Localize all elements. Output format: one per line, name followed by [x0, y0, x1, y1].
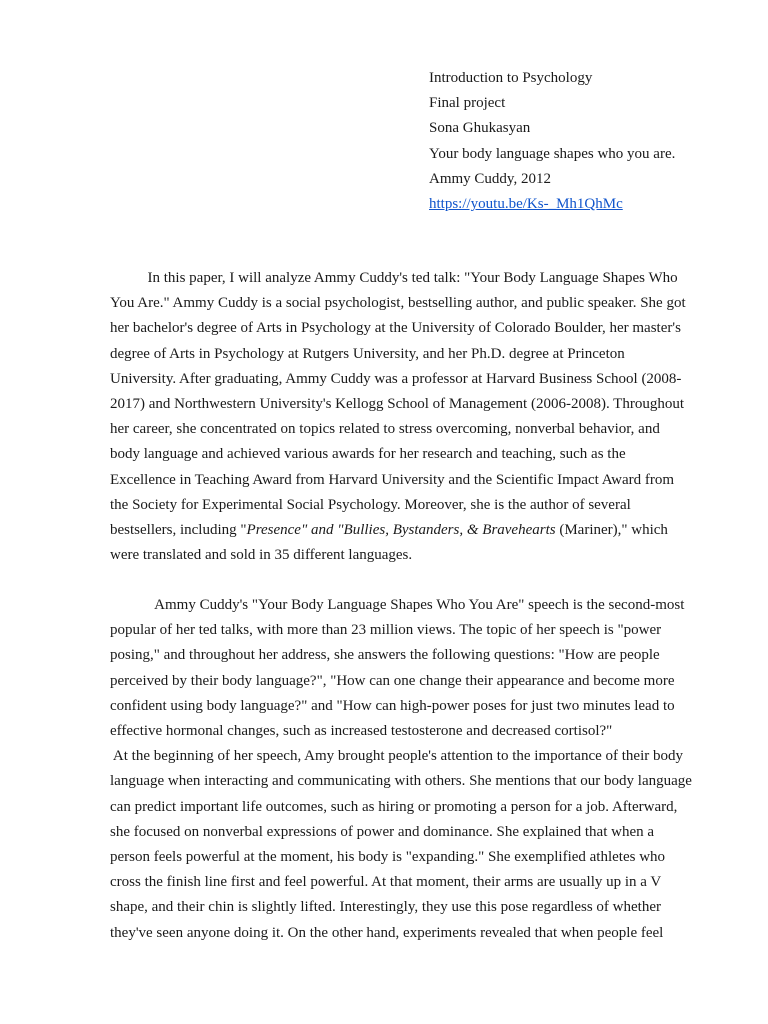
paragraph-1: [110, 266, 700, 568]
paragraph-line: Excellence in Teaching Award from Harvard University and the Scientific Impact Award from: [110, 471, 675, 488]
speaker-year: Ammy Cuddy, 2012: [429, 170, 551, 187]
paragraph-line: At the beginning of her speech, Amy brought people's attention to the importance of their body: [110, 748, 683, 765]
paragraph-line: degree of Arts in Psychology at Rutgers University, and her Ph.D. degree at Princeton: [110, 345, 625, 362]
paragraph-line: she focused on nonverbal expressions of power and dominance. She explained that when a: [110, 823, 655, 840]
paragraph-line: confident using body language?" and "How can high-power poses for just two minutes lead to: [110, 697, 675, 714]
course-name: Introduction to Psychology: [429, 70, 593, 86]
paragraph-line: can predict important life outcomes, such as hiring or promoting a person for a job. Afterward,: [110, 798, 678, 815]
paragraph-line: body language and achieved various awards for her research and teaching, such as the: [110, 446, 626, 463]
video-link[interactable]: https://youtu.be/Ks-_Mh1QhMc: [429, 196, 623, 213]
talk-title: Your body language shapes who you are.: [429, 145, 676, 162]
paragraph-line: In this paper, I will analyze Ammy Cuddy's ted talk: "Your Body Language Shapes Who: [110, 270, 678, 286]
paragraph-line: her career, she concentrated on topics related to stress overcoming, nonverbal behavior, and: [110, 421, 660, 438]
paragraph-line-mixed: [110, 518, 700, 543]
paragraph-line: were translated and sold in 35 different languages.: [110, 547, 413, 564]
paragraph-2: [110, 593, 700, 946]
document-header: [429, 66, 675, 217]
author-name: Sona Ghukasyan: [429, 120, 531, 137]
paragraph-line: You Are." Ammy Cuddy is a social psychologist, bestselling author, and public speaker. She got: [110, 295, 686, 312]
assignment-name: Final project: [429, 95, 506, 112]
paragraph-line: shape, and their chin is slightly lifted. Interestingly, they use this pose regardless of whether: [110, 899, 661, 916]
paragraph-line: they've seen anyone doing it. On the other hand, experiments revealed that when people feel: [110, 924, 664, 941]
italic-book-titles: Presence" and "Bullies, Bystanders, & Bravehearts: [246, 522, 556, 539]
paragraph-line: person feels powerful at the moment, his body is "expanding." She exemplified athletes who: [110, 849, 666, 866]
paragraph-line: language when interacting and communicating with others. She mentions that our body language: [110, 773, 692, 790]
paragraph-line: posing," and throughout her address, she answers the following questions: "How are people: [110, 647, 660, 664]
paragraph-line: University. After graduating, Ammy Cuddy was a professor at Harvard Business School (2008-: [110, 370, 682, 387]
paragraph-line: Ammy Cuddy's "Your Body Language Shapes Who You Are" speech is the second-most: [110, 597, 685, 613]
text-run: bestsellers, including ": [110, 522, 247, 539]
paragraph-line: the Society for Experimental Social Psychology. Moreover, she is the author of several: [110, 496, 631, 513]
paragraph-line: popular of her ted talks, with more than 23 million views. The topic of her speech is "power: [110, 622, 662, 639]
paragraph-line: 2017) and Northwestern University's Kellogg School of Management (2006-2008). Throughout: [110, 396, 684, 413]
paragraph-line: her bachelor's degree of Arts in Psychology at the University of Colorado Boulder, her master's: [110, 320, 681, 337]
paragraph-line: effective hormonal changes, such as increased testosterone and decreased cortisol?": [110, 723, 613, 740]
text-run: (Mariner)," which: [555, 522, 668, 539]
paragraph-line: cross the finish line first and feel powerful. At that moment, their arms are usually up in a V: [110, 874, 662, 891]
paragraph-line: perceived by their body language?", "How can one change their appearance and become more: [110, 672, 675, 689]
